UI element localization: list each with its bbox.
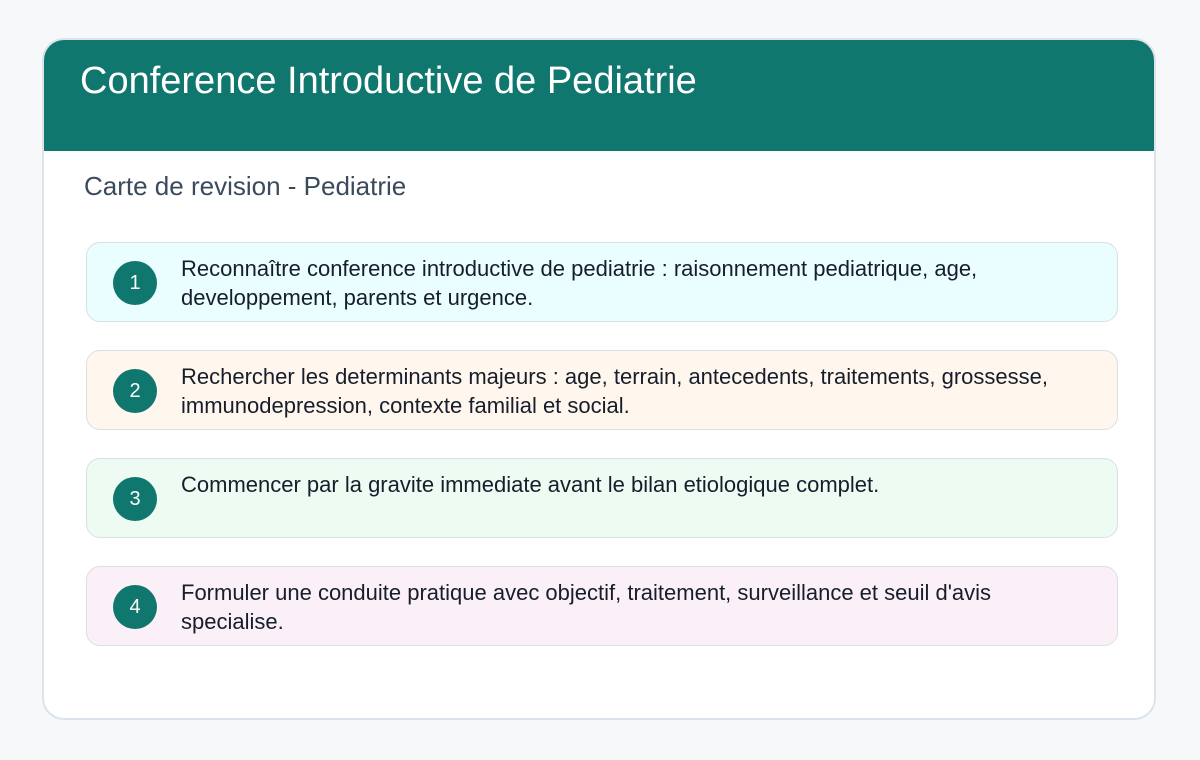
item-text: Commencer par la gravite immediate avant le bilan etiologique complet. (181, 472, 880, 497)
list-item-3 (86, 458, 1118, 538)
item-text: Formuler une conduite pratique avec objectif, traitement, surveillance et seuil d'avis specialise. (181, 580, 992, 634)
revision-card (42, 38, 1156, 720)
list-item-2 (86, 350, 1118, 430)
list-item-4 (86, 566, 1118, 646)
list-item-1 (86, 242, 1118, 322)
item-number-badge: 4 (113, 585, 157, 629)
page-title: Conference Introductive de Pediatrie (80, 60, 697, 102)
item-text: Reconnaître conference introductive de pediatrie : raisonnement pediatrique, age, developpement, parents et urgence. (181, 256, 978, 310)
card-header (44, 40, 1154, 151)
item-text: Rechercher les determinants majeurs : age, terrain, antecedents, traitements, grossesse, immunodepression, contexte familial et social. (181, 364, 1048, 418)
card-subtitle: Carte de revision - Pediatrie (84, 171, 407, 201)
item-number-badge: 1 (113, 261, 157, 305)
item-number-badge: 3 (113, 477, 157, 521)
item-number-badge: 2 (113, 369, 157, 413)
